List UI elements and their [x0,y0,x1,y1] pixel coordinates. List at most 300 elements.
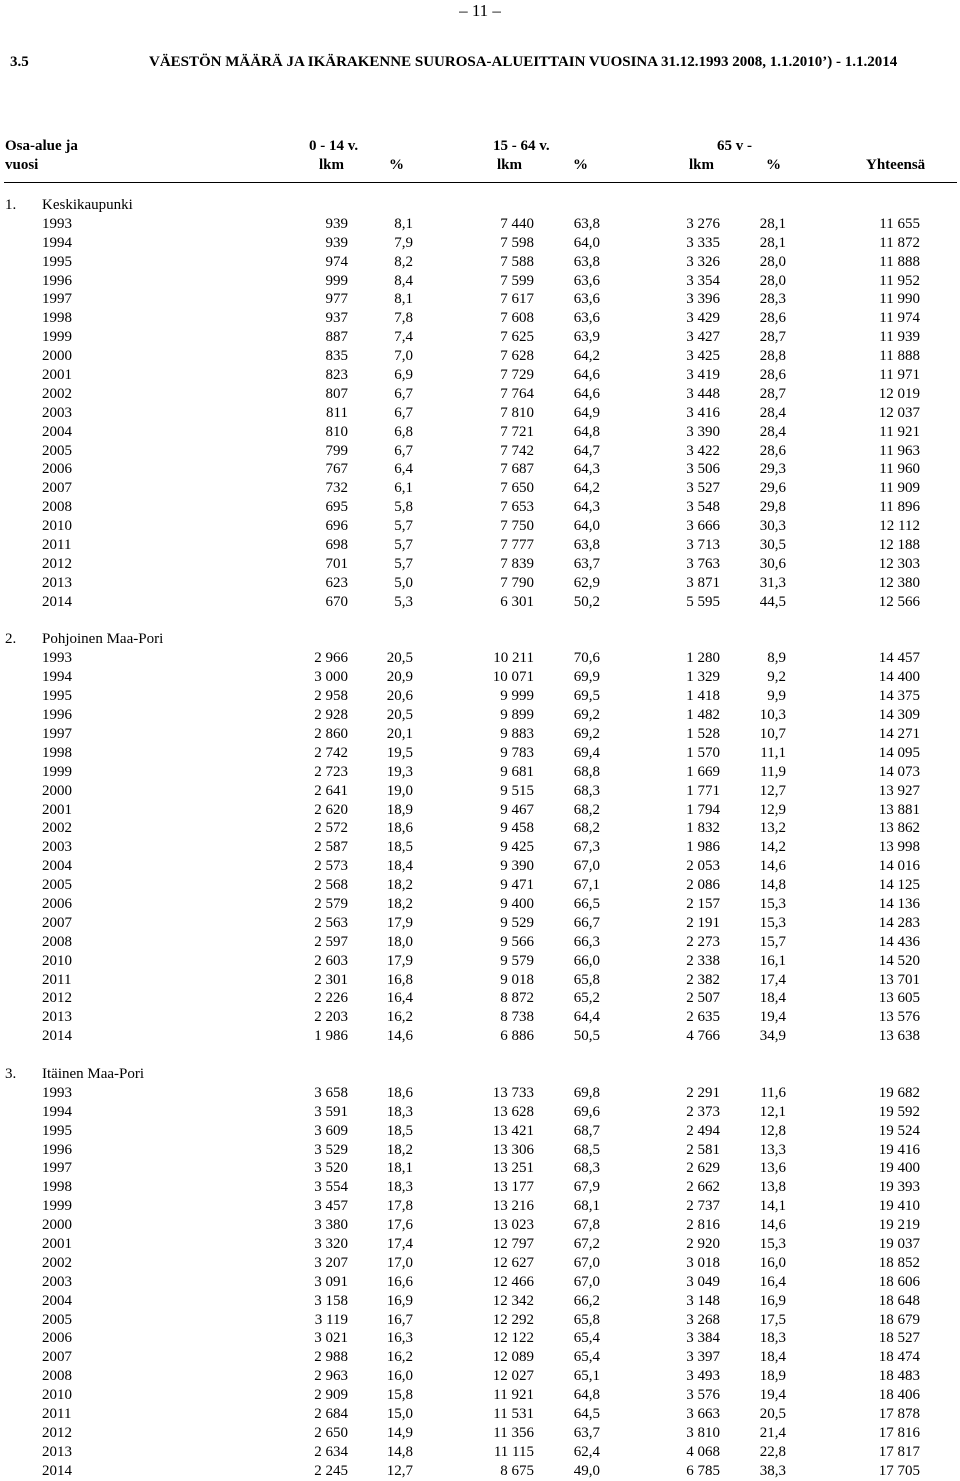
cell-lkm-65: 3 416 [686,404,720,421]
cell-pct-0-14: 18,2 [386,877,413,894]
cell-total: 14 375 [878,688,920,705]
cell-pct-15-64: 64,6 [573,367,600,384]
cell-lkm-0-14: 3 021 [314,1330,348,1347]
cell-pct-0-14: 17,9 [386,914,413,931]
cell-pct-15-64: 63,8 [573,537,600,554]
cell-pct-0-14: 18,3 [386,1179,413,1196]
cell-pct-0-14: 16,2 [386,1009,413,1026]
cell-lkm-15-64: 7 599 [500,272,534,289]
cell-lkm-65: 3 810 [686,1424,720,1441]
cell-pct-0-14: 6,7 [394,385,413,402]
cell-lkm-65: 4 766 [686,1028,720,1045]
cell-lkm-15-64: 9 458 [500,820,534,837]
cell-total: 13 998 [878,839,920,856]
cell-pct-0-14: 16,6 [386,1273,413,1290]
cell-total: 13 927 [878,782,920,799]
cell-lkm-0-14: 3 158 [314,1292,348,1309]
section-number: 2. [5,631,17,648]
cell-pct-15-64: 67,3 [573,839,600,856]
cell-pct-65: 28,0 [759,253,786,270]
cell-year: 1993 [42,650,72,667]
cell-lkm-15-64: 9 390 [500,858,534,875]
cell-total: 11 960 [879,461,920,478]
cell-lkm-0-14: 2 587 [314,839,348,856]
table-row [0,1216,960,1235]
table-row [0,1424,960,1443]
cell-lkm-65: 2 338 [686,952,720,969]
cell-pct-15-64: 66,2 [573,1292,600,1309]
cell-lkm-15-64: 12 027 [492,1368,534,1385]
cell-total: 14 309 [878,707,920,724]
cell-pct-0-14: 5,7 [394,518,413,535]
cell-lkm-0-14: 3 380 [314,1217,348,1234]
cell-lkm-0-14: 701 [325,555,348,572]
cell-pct-15-64: 64,2 [573,348,600,365]
cell-lkm-15-64: 9 425 [500,839,534,856]
cell-lkm-65: 3 419 [686,367,720,384]
cell-lkm-15-64: 7 625 [500,329,534,346]
cell-pct-15-64: 69,2 [573,725,600,742]
cell-total: 12 037 [878,404,920,421]
cell-pct-65: 29,6 [759,480,786,497]
table-row [0,819,960,838]
cell-lkm-65: 3 397 [686,1349,720,1366]
cell-year: 2012 [42,990,72,1007]
cell-pct-0-14: 17,4 [386,1235,413,1252]
table-row [0,1311,960,1330]
cell-lkm-0-14: 2 742 [314,744,348,761]
cell-pct-65: 15,3 [759,914,786,931]
cell-pct-65: 28,1 [759,215,786,232]
cell-pct-15-64: 64,3 [573,499,600,516]
cell-lkm-0-14: 2 301 [314,971,348,988]
cell-pct-0-14: 18,0 [386,933,413,950]
table-row [0,1348,960,1367]
cell-pct-65: 9,9 [767,688,786,705]
cell-total: 19 682 [878,1084,920,1101]
cell-lkm-65: 3 276 [686,215,720,232]
cell-pct-15-64: 68,2 [573,820,600,837]
cell-year: 2006 [42,895,72,912]
cell-lkm-0-14: 2 563 [314,914,348,931]
cell-pct-0-14: 6,1 [394,480,413,497]
cell-lkm-65: 2 291 [686,1084,720,1101]
cell-pct-0-14: 16,4 [386,990,413,1007]
cell-pct-15-64: 69,5 [573,688,600,705]
cell-lkm-15-64: 7 721 [500,423,534,440]
cell-year: 2002 [42,385,72,402]
cell-pct-15-64: 66,5 [573,895,600,912]
cell-pct-0-14: 5,7 [394,555,413,572]
header-total: Yhteensä [866,157,926,173]
cell-lkm-15-64: 9 467 [500,801,534,818]
cell-pct-0-14: 12,7 [386,1462,413,1479]
cell-pct-15-64: 64,8 [573,1387,600,1404]
cell-lkm-65: 1 418 [686,688,720,705]
table-row [0,725,960,744]
cell-lkm-15-64: 7 810 [500,404,534,421]
cell-pct-0-14: 8,1 [394,215,413,232]
cell-year: 2002 [42,1254,72,1271]
cell-year: 2007 [42,914,72,931]
cell-lkm-0-14: 835 [325,348,348,365]
cell-year: 2004 [42,1292,72,1309]
cell-pct-0-14: 19,3 [386,763,413,780]
cell-pct-65: 28,6 [759,367,786,384]
cell-pct-15-64: 67,2 [573,1235,600,1252]
table-row [0,1292,960,1311]
cell-pct-65: 16,4 [759,1273,786,1290]
cell-total: 17 705 [878,1462,920,1479]
cell-lkm-15-64: 12 627 [492,1254,534,1271]
cell-lkm-65: 1 986 [686,839,720,856]
cell-pct-65: 12,7 [759,782,786,799]
cell-year: 2004 [42,858,72,875]
cell-year: 2012 [42,1424,72,1441]
cell-year: 1996 [42,272,72,289]
cell-pct-65: 8,9 [767,650,786,667]
table-row [0,1159,960,1178]
cell-lkm-65: 2 507 [686,990,720,1007]
cell-year: 1993 [42,1084,72,1101]
cell-year: 1994 [42,1103,72,1120]
cell-lkm-15-64: 7 617 [500,291,534,308]
cell-pct-15-64: 67,1 [573,877,600,894]
cell-pct-0-14: 18,6 [386,820,413,837]
cell-total: 12 019 [878,385,920,402]
table-row [0,744,960,763]
cell-total: 18 606 [878,1273,920,1290]
cell-lkm-65: 1 570 [686,744,720,761]
cell-pct-65: 28,7 [759,329,786,346]
cell-pct-15-64: 62,4 [573,1443,600,1460]
cell-year: 2012 [42,555,72,572]
cell-pct-65: 16,0 [759,1254,786,1271]
cell-pct-65: 28,8 [759,348,786,365]
cell-pct-0-14: 18,4 [386,858,413,875]
cell-lkm-15-64: 9 899 [500,707,534,724]
cell-year: 2014 [42,593,72,610]
cell-total: 13 605 [878,990,920,1007]
cell-total: 17 816 [878,1424,920,1441]
cell-pct-0-14: 6,9 [394,367,413,384]
cell-pct-65: 15,3 [759,895,786,912]
section-number: 1. [5,197,17,213]
cell-total: 18 648 [878,1292,920,1309]
cell-total: 13 576 [878,1009,920,1026]
cell-year: 2003 [42,1273,72,1290]
cell-total: 11 909 [879,480,920,497]
cell-pct-0-14: 8,1 [394,291,413,308]
cell-lkm-0-14: 887 [325,329,348,346]
cell-pct-65: 19,4 [759,1387,786,1404]
cell-lkm-15-64: 11 356 [493,1424,534,1441]
cell-year: 1997 [42,1160,72,1177]
cell-year: 2008 [42,1368,72,1385]
cell-total: 14 136 [878,895,920,912]
cell-lkm-0-14: 3 091 [314,1273,348,1290]
cell-year: 2005 [42,442,72,459]
cell-pct-15-64: 63,6 [573,310,600,327]
table-row [0,1178,960,1197]
cell-lkm-0-14: 2 597 [314,933,348,950]
cell-lkm-15-64: 12 797 [492,1235,534,1252]
cell-pct-0-14: 5,3 [394,593,413,610]
cell-pct-0-14: 16,7 [386,1311,413,1328]
section-number: 3. [5,1065,17,1082]
cell-pct-0-14: 16,3 [386,1330,413,1347]
table-row [0,479,960,498]
cell-year: 2011 [42,1406,72,1422]
cell-lkm-0-14: 3 591 [314,1103,348,1120]
table-row [0,1273,960,1292]
table-row [0,442,960,461]
cell-pct-65: 16,9 [759,1292,786,1309]
table-row [0,1141,960,1160]
cell-pct-0-14: 14,8 [386,1443,413,1460]
cell-pct-15-64: 64,0 [573,234,600,251]
cell-pct-65: 30,5 [759,537,786,554]
cell-lkm-0-14: 2 203 [314,1009,348,1026]
cell-pct-65: 11,9 [760,763,786,780]
cell-total: 19 400 [878,1160,920,1177]
cell-pct-15-64: 69,6 [573,1103,600,1120]
cell-lkm-0-14: 2 226 [314,990,348,1007]
cell-lkm-65: 5 595 [686,593,720,610]
cell-total: 11 974 [879,310,920,327]
cell-lkm-15-64: 9 999 [500,688,534,705]
cell-pct-0-14: 14,9 [386,1424,413,1441]
cell-lkm-65: 2 737 [686,1198,720,1215]
table-row [0,517,960,536]
cell-lkm-15-64: 7 653 [500,499,534,516]
cell-lkm-15-64: 11 115 [493,1443,534,1460]
cell-year: 2014 [42,1028,72,1045]
cell-total: 12 380 [878,574,920,591]
cell-pct-65: 13,2 [759,820,786,837]
cell-pct-65: 18,3 [759,1330,786,1347]
cell-total: 14 095 [878,744,920,761]
table-row [0,876,960,895]
cell-pct-65: 14,6 [759,858,786,875]
cell-lkm-0-14: 2 245 [314,1462,348,1479]
cell-lkm-65: 3 427 [686,329,720,346]
cell-lkm-15-64: 10 071 [492,669,534,686]
cell-year: 1999 [42,1198,72,1215]
cell-lkm-15-64: 6 301 [500,593,534,610]
cell-lkm-0-14: 695 [325,499,348,516]
cell-pct-15-64: 70,6 [573,650,600,667]
table-row [0,1235,960,1254]
cell-pct-0-14: 19,5 [386,744,413,761]
cell-lkm-0-14: 3 207 [314,1254,348,1271]
cell-pct-0-14: 18,9 [386,801,413,818]
cell-lkm-65: 2 629 [686,1160,720,1177]
cell-pct-15-64: 65,1 [573,1368,600,1385]
cell-pct-15-64: 68,5 [573,1141,600,1158]
cell-lkm-0-14: 2 928 [314,707,348,724]
cell-pct-0-14: 14,6 [386,1028,413,1045]
cell-total: 14 520 [878,952,920,969]
cell-pct-0-14: 16,0 [386,1368,413,1385]
cell-pct-65: 17,5 [759,1311,786,1328]
cell-pct-15-64: 64,3 [573,461,600,478]
cell-pct-15-64: 65,8 [573,971,600,988]
cell-pct-15-64: 65,2 [573,990,600,1007]
cell-pct-15-64: 64,9 [573,404,600,421]
cell-pct-15-64: 68,3 [573,782,600,799]
header-rule [4,182,957,183]
cell-lkm-0-14: 2 988 [314,1349,348,1366]
header-row-1 [0,137,960,156]
table-row [0,366,960,385]
cell-total: 14 016 [878,858,920,875]
page-number: – 11 – [459,1,501,20]
cell-year: 1997 [42,725,72,742]
cell-lkm-15-64: 9 400 [500,895,534,912]
cell-lkm-65: 3 763 [686,555,720,572]
cell-pct-0-14: 17,6 [386,1217,413,1234]
cell-lkm-65: 3 429 [686,310,720,327]
cell-pct-65: 14,6 [759,1217,786,1234]
cell-total: 13 881 [878,801,920,818]
cell-pct-0-14: 18,5 [386,839,413,856]
cell-total: 11 888 [879,253,920,270]
cell-lkm-15-64: 7 608 [500,310,534,327]
header-group-15-64: 15 - 64 v. [493,138,550,154]
cell-pct-65: 31,3 [759,574,786,591]
cell-lkm-65: 2 662 [686,1179,720,1196]
cell-lkm-15-64: 9 529 [500,914,534,931]
cell-lkm-15-64: 12 466 [492,1273,534,1290]
cell-pct-65: 10,7 [759,725,786,742]
cell-pct-65: 21,4 [759,1424,786,1441]
cell-lkm-15-64: 9 566 [500,933,534,950]
cell-lkm-0-14: 3 554 [314,1179,348,1196]
cell-year: 1994 [42,669,72,686]
table-row [0,649,960,668]
cell-pct-15-64: 69,8 [573,1084,600,1101]
cell-pct-65: 18,9 [759,1368,786,1385]
cell-total: 11 963 [879,442,920,459]
cell-pct-65: 13,6 [759,1160,786,1177]
cell-total: 12 188 [878,537,920,554]
table-row [0,574,960,593]
population-table [0,196,960,1481]
cell-pct-0-14: 5,8 [394,499,413,516]
cell-lkm-15-64: 7 750 [500,518,534,535]
cell-lkm-65: 1 280 [686,650,720,667]
cell-pct-65: 30,6 [759,555,786,572]
cell-pct-0-14: 5,7 [394,537,413,554]
cell-total: 11 888 [879,348,920,365]
cell-lkm-65: 3 527 [686,480,720,497]
cell-lkm-0-14: 974 [325,253,348,270]
cell-lkm-15-64: 7 687 [500,461,534,478]
cell-total: 11 921 [879,423,920,440]
cell-lkm-15-64: 12 122 [492,1330,534,1347]
cell-lkm-65: 1 771 [686,782,720,799]
cell-pct-15-64: 66,0 [573,952,600,969]
table-row [0,385,960,404]
table-row [0,933,960,952]
cell-year: 2007 [42,1349,72,1366]
cell-pct-15-64: 69,4 [573,744,600,761]
table-row [0,347,960,366]
cell-pct-65: 20,5 [759,1406,786,1422]
cell-pct-15-64: 62,9 [573,574,600,591]
cell-lkm-0-14: 2 572 [314,820,348,837]
cell-lkm-15-64: 7 650 [500,480,534,497]
cell-lkm-65: 3 663 [686,1406,720,1422]
cell-year: 1998 [42,1179,72,1196]
table-row [0,1462,960,1481]
cell-year: 2006 [42,1330,72,1347]
cell-pct-65: 19,4 [759,1009,786,1026]
cell-pct-15-64: 63,7 [573,1424,600,1441]
cell-year: 1995 [42,688,72,705]
cell-lkm-0-14: 3 609 [314,1122,348,1139]
cell-lkm-65: 3 049 [686,1273,720,1290]
cell-pct-15-64: 63,6 [573,272,600,289]
cell-year: 1996 [42,1141,72,1158]
table-number: 3.5 [10,54,29,70]
cell-lkm-15-64: 7 588 [500,253,534,270]
section-heading [0,196,960,215]
table-row [0,668,960,687]
cell-pct-0-14: 7,9 [394,234,413,251]
cell-total: 19 524 [878,1122,920,1139]
cell-year: 1999 [42,329,72,346]
cell-pct-65: 12,1 [759,1103,786,1120]
cell-lkm-65: 4 068 [686,1443,720,1460]
cell-year: 1998 [42,310,72,327]
cell-pct-0-14: 15,0 [386,1406,413,1422]
table-row [0,1405,960,1424]
cell-year: 2006 [42,461,72,478]
cell-lkm-65: 1 329 [686,669,720,686]
section-heading [0,630,960,649]
cell-year: 2014 [42,1462,72,1479]
cell-lkm-65: 2 157 [686,895,720,912]
cell-lkm-15-64: 7 628 [500,348,534,365]
section-name: Pohjoinen Maa-Pori [42,631,164,648]
cell-pct-65: 10,3 [759,707,786,724]
cell-total: 12 112 [879,518,920,535]
cell-lkm-0-14: 939 [325,234,348,251]
cell-total: 18 527 [878,1330,920,1347]
cell-pct-65: 11,6 [760,1084,786,1101]
cell-lkm-0-14: 2 909 [314,1387,348,1404]
cell-pct-15-64: 65,4 [573,1330,600,1347]
table-row [0,215,960,234]
cell-lkm-15-64: 7 598 [500,234,534,251]
cell-pct-0-14: 20,5 [386,650,413,667]
table-row [0,914,960,933]
cell-total: 19 592 [878,1103,920,1120]
cell-total: 19 037 [878,1235,920,1252]
cell-lkm-0-14: 3 658 [314,1084,348,1101]
cell-year: 2008 [42,933,72,950]
cell-total: 11 655 [879,215,920,232]
table-row [0,763,960,782]
table-row [0,1386,960,1405]
cell-year: 2003 [42,404,72,421]
header-group-65: 65 v - [717,138,752,154]
cell-pct-15-64: 50,5 [573,1028,600,1045]
cell-lkm-65: 3 576 [686,1387,720,1404]
cell-total: 13 862 [878,820,920,837]
